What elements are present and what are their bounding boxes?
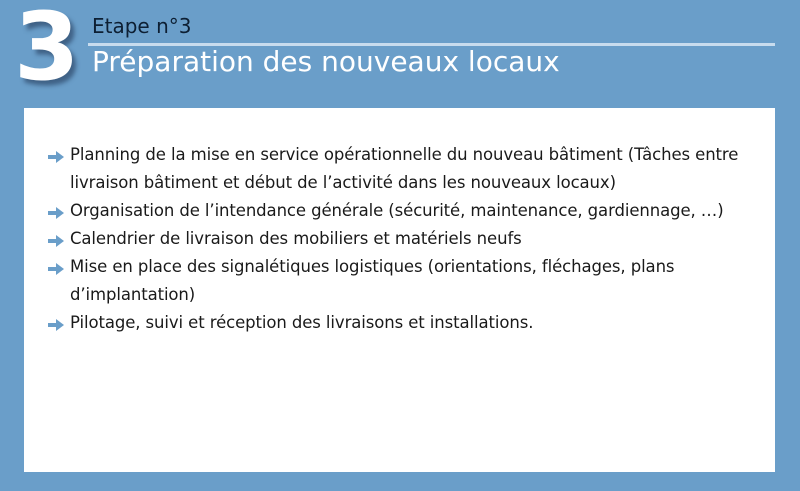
arrow-right-icon [48,197,70,225]
list-item [48,141,759,197]
arrow-right-icon [48,141,70,169]
list-item-text: Pilotage, suivi et réception des livraisons et installations. [70,313,534,332]
page-title: Préparation des nouveaux locaux [92,45,560,78]
list-item [48,197,759,225]
step-label: Etape n°3 [92,14,192,38]
bullet-list [48,141,759,337]
list-item-text: Calendrier de livraison des mobiliers et matériels neufs [70,229,522,248]
list-item [48,225,759,253]
content-panel [24,108,775,472]
arrow-right-icon [48,253,70,281]
arrow-right-icon [48,309,70,337]
list-item-text: Mise en place des signalétiques logistiques (orientations, fléchages, plans d’implantation) [70,257,675,304]
arrow-right-icon [48,225,70,253]
step-number: 3 [14,0,78,102]
list-item-text: Planning de la mise en service opérationnelle du nouveau bâtiment (Tâches entre livraison bâtiment et début de l’activité dans les nouveaux locaux) [70,145,739,192]
list-item [48,253,759,309]
list-item-text: Organisation de l’intendance générale (sécurité, maintenance, gardiennage, …) [70,201,724,220]
list-item [48,309,759,337]
